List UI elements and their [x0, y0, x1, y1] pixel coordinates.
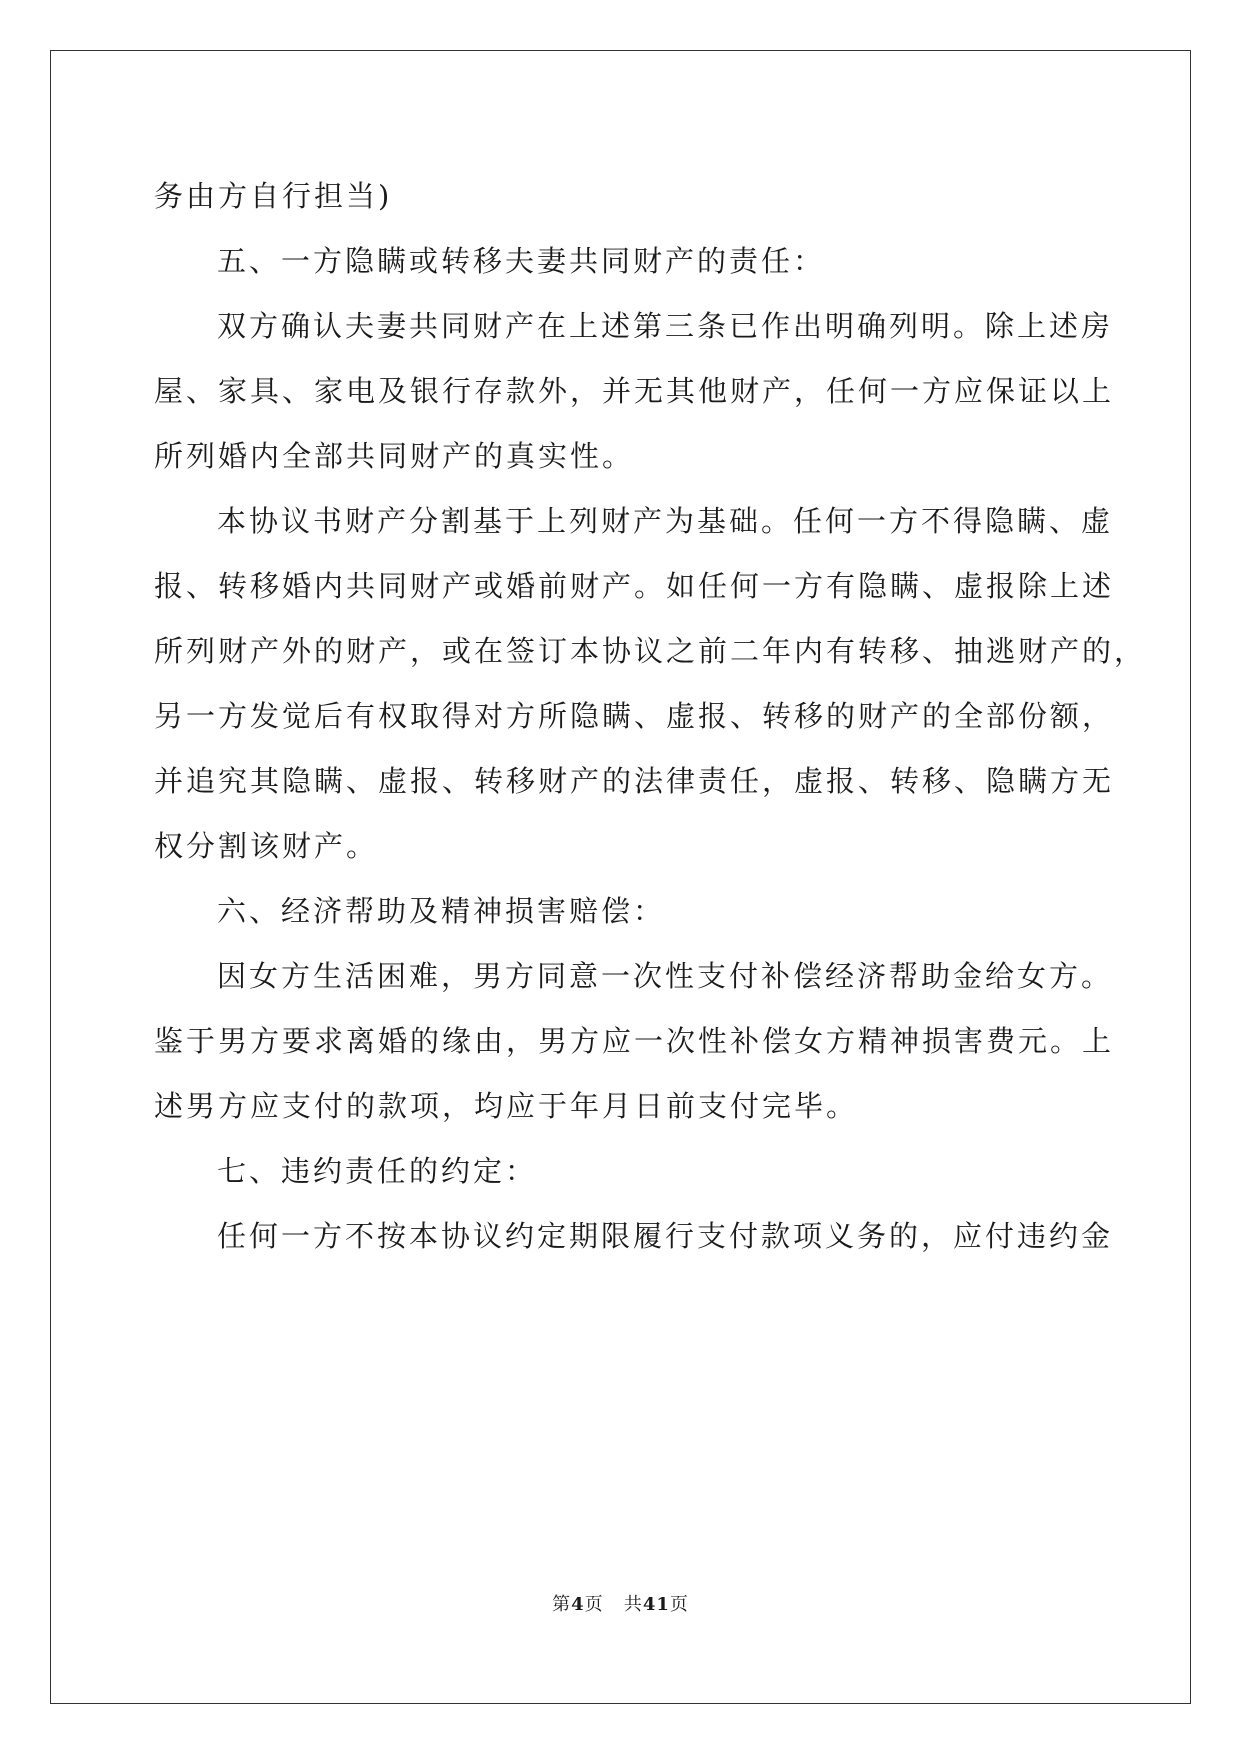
text-line: 因女方生活困难，男方同意一次性支付补偿经济帮助金给女方。 — [217, 959, 1114, 993]
text-line: 屋、家具、家电及银行存款外，并无其他财产，任何一方应保证以上 — [154, 374, 1115, 408]
text-line: 所列婚内全部共同财产的真实性。 — [154, 439, 635, 473]
text-line: 任何一方不按本协议约定期限履行支付款项义务的，应付违约金 — [217, 1219, 1114, 1253]
section-heading: 五、一方隐瞒或转移夫妻共同财产的责任： — [217, 244, 826, 278]
page-number: 4 — [571, 1594, 585, 1615]
footer-total-prefix: 共 — [623, 1594, 643, 1615]
text-line: 双方确认夫妻共同财产在上述第三条已作出明确列明。除上述房 — [217, 309, 1114, 343]
text-line: 述男方应支付的款项，均应于年月日前支付完毕。 — [154, 1089, 859, 1123]
text-line: 另一方发觉后有权取得对方所隐瞒、虚报、转移的财产的全部份额， — [154, 699, 1115, 733]
footer-total-unit: 页 — [669, 1594, 689, 1615]
section-heading: 六、经济帮助及精神损害赔偿： — [217, 894, 666, 928]
text-line: 所列财产外的财产，或在签订本协议之前二年内有转移、抽逃财产的， — [154, 634, 1147, 668]
text-line: 本协议书财产分割基于上列财产为基础。任何一方不得隐瞒、虚 — [217, 504, 1114, 538]
footer-prefix: 第 — [552, 1594, 572, 1615]
page-footer — [0, 1590, 1241, 1616]
section-heading: 七、违约责任的约定： — [217, 1154, 538, 1188]
text-line: 权分割该财产。 — [154, 829, 379, 863]
text-line: 报、转移婚内共同财产或婚前财产。如任何一方有隐瞒、虚报除上述 — [154, 569, 1115, 603]
text-line: 并追究其隐瞒、虚报、转移财产的法律责任，虚报、转移、隐瞒方无 — [154, 764, 1115, 798]
text-line: 鉴于男方要求离婚的缘由，男方应一次性补偿女方精神损害费元。上 — [154, 1024, 1115, 1058]
footer-page-unit: 页 — [584, 1594, 604, 1615]
text-line: 务由方自行担当) — [154, 179, 393, 213]
document-body — [154, 164, 1147, 1269]
total-pages: 41 — [642, 1594, 670, 1615]
